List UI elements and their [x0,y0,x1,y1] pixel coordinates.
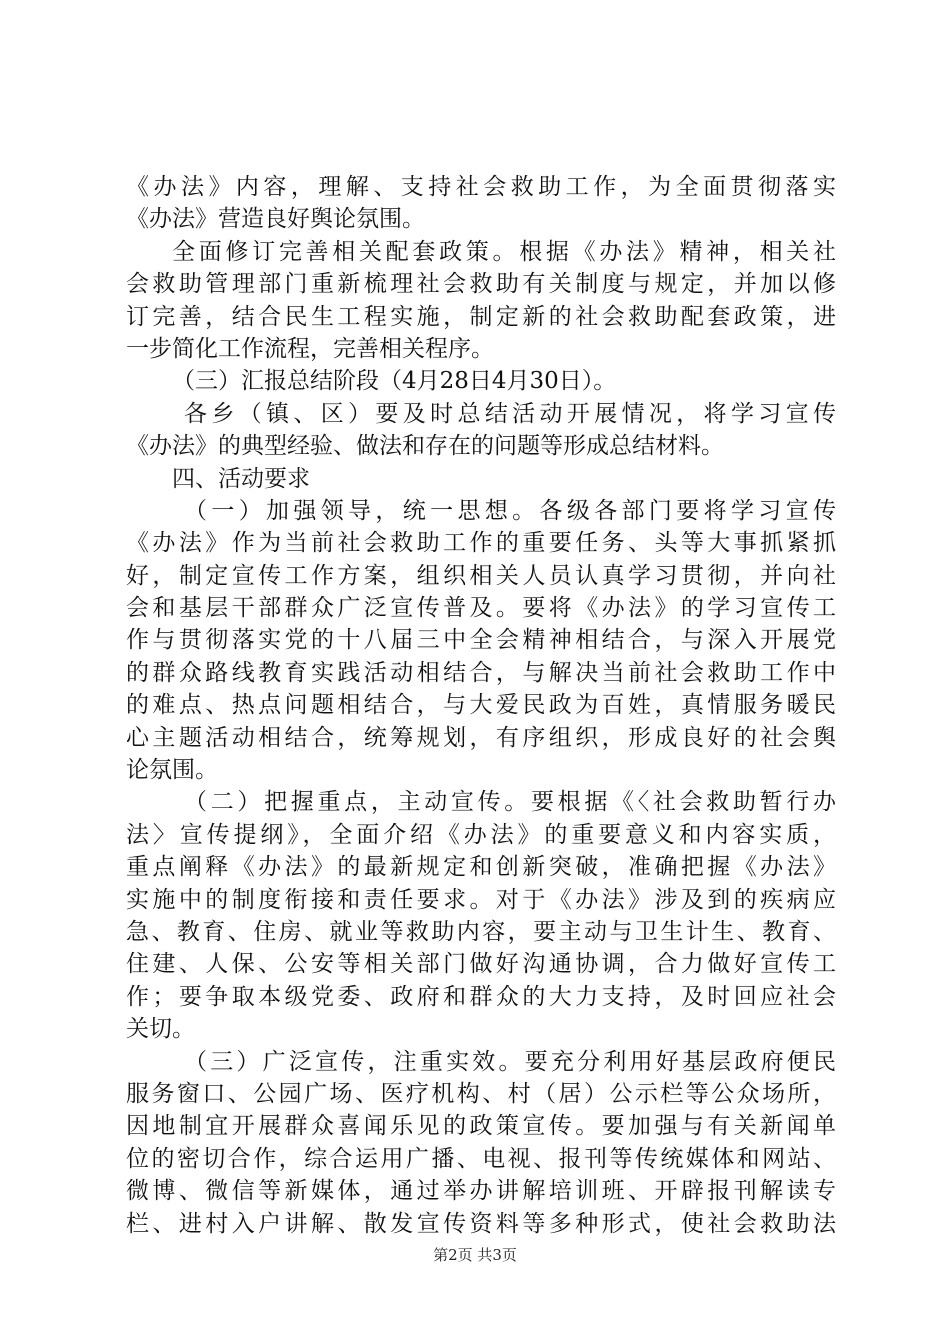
text-line: 关切。 [126,1016,195,1043]
text-line: 栏、进村入户讲解、散发宣传资料等多种形式，使社会救助法 [126,1210,836,1237]
text-line: 微博、微信等新媒体，通过举办讲解培训班、开辟报刊解读专 [126,1178,836,1205]
text-line: 作与贯彻落实党的十八届三中全会精神相结合，与深入开展党 [126,627,836,654]
text-line: （一）加强领导，统一思想。各级各部门要将学习宣传 [184,497,836,524]
text-line: 急、教育、住房、就业等救助内容，要主动与卫生计生、教育、 [126,918,836,945]
section-heading: （三）汇报总结阶段（4月28日4月30日）。 [172,368,617,395]
text-line: 法〉宣传提纲》，全面介绍《办法》的重要意义和内容实质， [126,821,836,848]
text-line: （二）把握重点，主动宣传。要根据《〈社会救助暂行办 [184,789,836,816]
text-line: 各乡（镇、区）要及时总结活动开展情况，将学习宣传 [184,400,836,427]
text-line: 会救助管理部门重新梳理社会救助有关制度与规定，并加以修 [126,271,836,298]
text-line: 好，制定宣传工作方案，组织相关人员认真学习贯彻，并向社 [126,562,836,589]
text-line: （三）广泛宣传，注重实效。要充分利用好基层政府便民 [184,1048,836,1075]
text-line: 的群众路线教育实践活动相结合，与解决当前社会救助工作中 [126,659,836,686]
text-line: 《办法》营造良好舆论氛围。 [126,206,425,233]
page-footer [0,1245,950,1265]
text-line: 位的密切合作，综合运用广播、电视、报刊等传统媒体和网站、 [126,1145,836,1172]
text-line: 的难点、热点问题相结合，与大爱民政为百姓，真情服务暖民 [126,692,836,719]
text-line: 全面修订完善相关配套政策。根据《办法》精神，相关社 [172,238,836,265]
text-line: 《办法》的典型经验、做法和存在的问题等形成总结材料。 [126,433,724,460]
text-line: 实施中的制度衔接和责任要求。对于《办法》涉及到的疾病应 [126,886,836,913]
document-body [126,171,836,1240]
text-line: 订完善，结合民生工程实施，制定新的社会救助配套政策，进 [126,303,836,330]
text-line: 一步简化工作流程，完善相关程序。 [126,335,494,362]
text-line: 《办法》内容，理解、支持社会救助工作，为全面贯彻落实 [126,174,836,200]
text-line: 《办法》作为当前社会救助工作的重要任务、头等大事抓紧抓 [126,530,836,557]
text-line: 住建、人保、公安等相关部门做好沟通协调，合力做好宣传工 [126,951,836,978]
page-indicator: 第2页 共3页 [433,1246,517,1264]
text-line: 作；要争取本级党委、政府和群众的大力支持，及时回应社会 [126,983,836,1010]
text-line: 服务窗口、公园广场、医疗机构、村（居）公示栏等公众场所， [126,1080,836,1107]
text-line: 重点阐释《办法》的最新规定和创新突破，准确把握《办法》 [126,854,836,881]
text-line: 论氛围。 [126,757,218,784]
text-line: 会和基层干部群众广泛宣传普及。要将《办法》的学习宣传工 [126,595,836,622]
text-line: 心主题活动相结合，统筹规划，有序组织，形成良好的社会舆 [126,724,836,751]
text-line: 因地制宜开展群众喜闻乐见的政策宣传。要加强与有关新闻单 [126,1113,836,1140]
section-heading: 四、活动要求 [172,465,310,492]
